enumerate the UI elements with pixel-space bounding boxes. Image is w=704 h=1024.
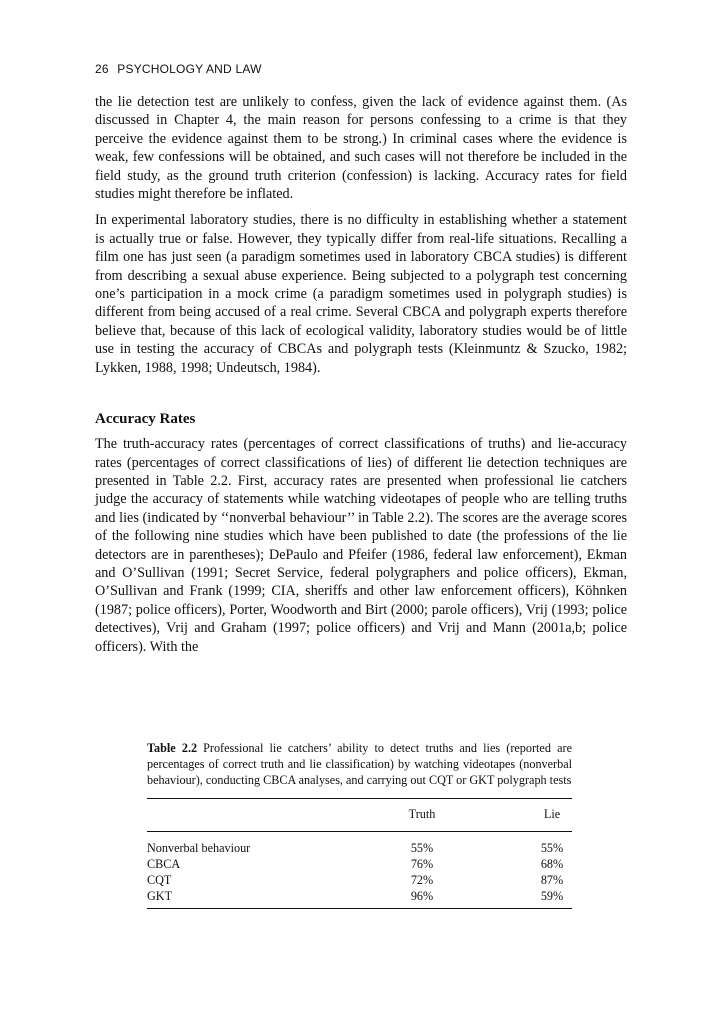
page-number: 26	[95, 62, 109, 76]
paragraph: the lie detection test are unlikely to confess, given the lack of evidence against them. (As discussed in Chapter 4, the main reason for persons confessing to a crime is that they perceive the evidence against them to be strong.) In criminal cases where the evidence is weak, few confessions will be obtained, and such cases will not therefore be included in the field study, as the ground truth criterion (confession) is lacking. Accuracy rates for field studies might therefore be inflated.	[95, 94, 627, 203]
table-bottom-rule	[147, 908, 572, 909]
table-header-row	[147, 799, 572, 831]
page-content	[95, 62, 627, 664]
table-caption-text: Professional lie catchers’ ability to detect truths and lies (reported are percentages of correct truth and lie classification) by watching videotapes (nonverbal behaviour), conducting CBCA analyses, and carrying out CQT or GKT polygraph tests	[147, 741, 572, 788]
row-label: Nonverbal behaviour	[147, 840, 251, 855]
truth-value: 76%	[410, 856, 434, 871]
table-2-2	[147, 740, 572, 909]
lie-value: 87%	[540, 873, 564, 888]
column-header	[147, 799, 377, 831]
running-head-title: PSYCHOLOGY AND LAW	[117, 62, 262, 76]
paragraph: The truth-accuracy rates (percentages of correct classifications of truths) and lie-accuracy rates (percentages of correct classifications of lies) of different lie detection techniques are presented in Table 2.2. First, accuracy rates are presented when professional lie catchers judge the accuracy of statements while watching videotapes of people who are telling truths and lies (indicated by ‘‘nonverbal behaviour’’ in Table 2.2). The scores are the average scores of the following nine studies which have been published to date (the professions of the lie detectors are in parentheses); DePaulo and Pfeifer (1986, federal law enforcement), Ekman and O’Sullivan (1991; Secret Service, federal polygraphers and police officers), Ekman, O’Sullivan and Frank (1999; CIA, sheriffs and other law enforcement officers), Köhnken (1987; police officers), Porter, Woodworth and Birt (2000; parole officers), Vrij (1993; police detectives), Vrij and Graham (1997; police officers) and Vrij and Mann (2001a,b; police officers). With the	[95, 436, 627, 655]
lie-value: 59%	[540, 889, 564, 904]
row-label: CBCA	[147, 856, 181, 871]
lie-value: 68%	[540, 856, 564, 871]
row-label: GKT	[147, 889, 173, 904]
lie-cell	[467, 888, 572, 908]
row-label: CQT	[147, 873, 172, 888]
data-table	[147, 799, 572, 909]
table-label: Table 2.2	[147, 741, 198, 755]
truth-value: 72%	[410, 873, 434, 888]
truth-value: 55%	[410, 840, 434, 855]
lie-value: 55%	[540, 840, 564, 855]
running-head	[95, 62, 627, 76]
lie-cell	[467, 872, 572, 888]
column-header-truth: Truth	[408, 806, 436, 821]
table-row	[147, 888, 572, 908]
paragraph: In experimental laboratory studies, there is no difficulty in establishing whether a statement is actually true or false. However, they typically differ from real-life situations. Recalling a film one has just seen (a paradigm sometimes used in laboratory CBCA studies) is different from describing a sexual abuse experience. Being subjected to a polygraph test concerning one’s participation in a mock crime (a paradigm sometimes used in polygraph studies) is different from being accused of a real crime. Several CBCA and polygraph experts therefore believe that, because of this lack of ecological validity, laboratory studies would be of little use in testing the accuracy of CBCAs and polygraph tests (Kleinmuntz & Szucko, 1982; Lykken, 1988, 1998; Undeutsch, 1984).	[95, 212, 627, 376]
lie-cell	[467, 832, 572, 856]
column-header-lie	[467, 799, 572, 831]
table-row	[147, 856, 572, 872]
column-header-lie-text: Lie	[543, 806, 561, 821]
lie-cell	[467, 856, 572, 872]
table-row	[147, 872, 572, 888]
truth-value: 96%	[410, 889, 434, 904]
table-row	[147, 832, 572, 856]
table-caption	[147, 740, 572, 789]
section-heading: Accuracy Rates	[95, 411, 196, 428]
